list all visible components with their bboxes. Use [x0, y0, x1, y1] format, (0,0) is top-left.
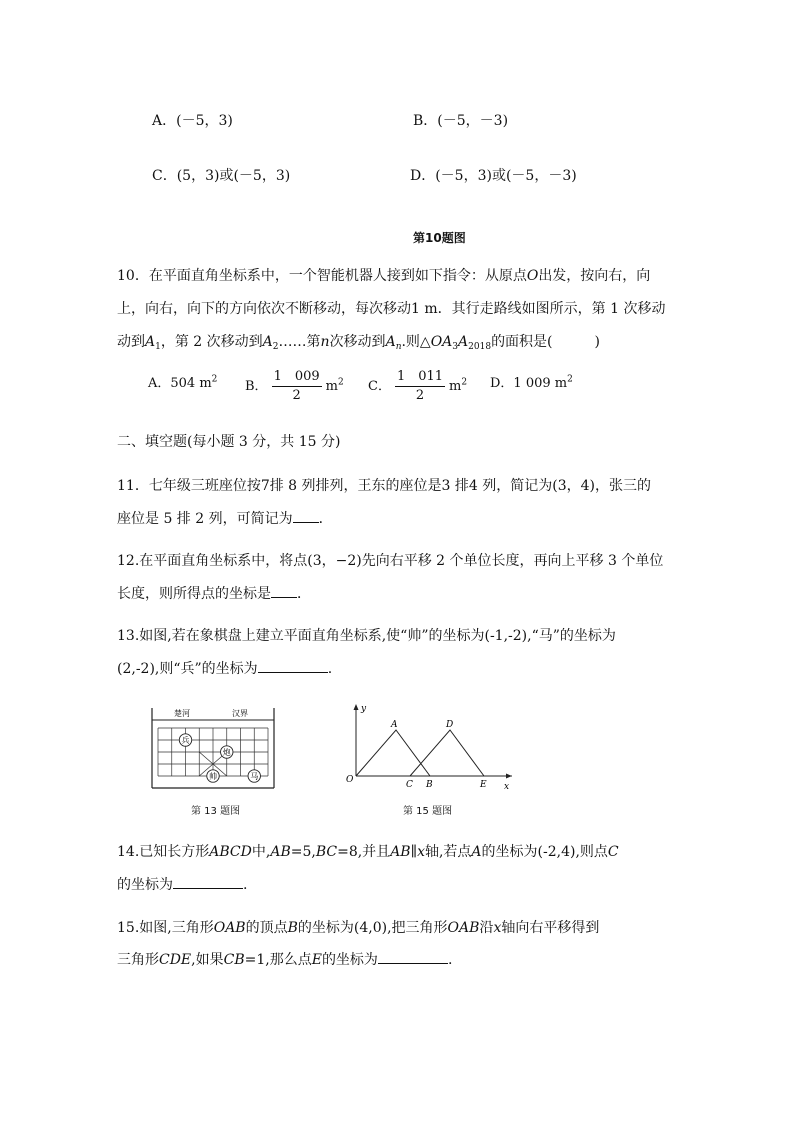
q13-line2: (2,-2),则“兵”的坐标为 .: [117, 658, 332, 678]
q10-option-d: D．1 009 $m^2$: [490, 374, 573, 391]
label-c: C: [406, 780, 413, 790]
q11-line1: 11．七年级三班座位按7排 8 列排列，王东的座位是3 排4 列，简记为(3，4)，张三的: [117, 478, 651, 494]
answer-blank[interactable]: [173, 874, 243, 889]
q10-option-c: C． $\frac{1 011}{2}$ $m^2$: [368, 369, 468, 403]
answer-blank[interactable]: [378, 949, 448, 964]
q10-option-b: B． $\frac{1 009}{2}$ $m^2$: [245, 369, 344, 403]
label-b: B: [426, 780, 433, 790]
fig13-caption: 第 13 题图: [191, 806, 241, 817]
piece-ma-label: 马: [250, 772, 259, 781]
q14-line2: 的坐标为 .: [117, 874, 247, 894]
q9-option-c: C．(5，3)或(－5，3): [152, 168, 291, 184]
q12-line1: 12.在平面直角坐标系中，将点(3，−2)先向右平移 2 个单位长度，再向上平移 3 个单位: [117, 553, 664, 569]
label-y: y: [361, 704, 367, 714]
river-label-right: 汉界: [232, 709, 248, 718]
q9-option-d: D．(－5，3)或(－5，－3): [410, 168, 577, 184]
y-axis-arrow: [354, 704, 359, 710]
fig15-caption: 第 15 题图: [403, 806, 453, 817]
q10-option-a: A．504 $m^2$: [148, 374, 218, 391]
piece-shuai: [207, 770, 219, 782]
triangle-translation-figure: [340, 700, 520, 795]
piece-bing-label: 兵: [181, 736, 190, 745]
piece-pao-label: 炮: [222, 748, 231, 757]
q9-option-a: A．(－5，3): [152, 113, 233, 129]
q14-line1: 14.已知长方形ABCD中,AB=5,BC=8,并且AB∥x轴,若点A的坐标为(-2,4),则点C: [117, 844, 619, 860]
label-o: O: [346, 775, 354, 785]
q9-option-b: B．(－5，－3): [413, 113, 509, 129]
q13-line1: 13.如图,若在象棋盘上建立平面直角坐标系,使“帅”的坐标为(-1,-2),“马”的坐标为: [117, 628, 616, 644]
q10-line1: 10．在平面直角坐标系中，一个智能机器人接到如下指令：从原点O出发，按向右，向: [117, 268, 651, 284]
q10-line2: 上，向右，向下的方向依次不断移动，每次移动1 m．其行走路线如图所示，第 1 次移动: [117, 301, 666, 317]
q15-line1: 15.如图,三角形OAB的顶点B的坐标为(4,0),把三角形OAB沿x轴向右平移得到: [117, 920, 600, 936]
label-a: A: [391, 720, 398, 730]
chessboard-figure: [148, 700, 283, 795]
label-e: E: [480, 780, 487, 790]
section-heading-fill-in: 二、填空题(每小题 3 分，共 15 分): [117, 434, 341, 450]
q12-line2: 长度，则所得点的坐标是 ．: [117, 583, 311, 603]
label-d: D: [446, 720, 454, 730]
piece-bing: [179, 734, 191, 746]
q11-line2: 座位是 5 排 2 列，可简记为 ．: [117, 508, 333, 528]
label-x: x: [504, 782, 510, 792]
river-label-left: 楚河: [174, 709, 190, 718]
answer-blank[interactable]: [258, 658, 328, 673]
answer-blank[interactable]: [271, 583, 297, 598]
answer-blank[interactable]: [293, 508, 319, 523]
q15-line2: 三角形CDE,如果CB=1,那么点E的坐标为 .: [117, 949, 452, 969]
q10-figure-caption: 第10题图: [413, 231, 466, 245]
board-grid: [158, 728, 268, 776]
piece-pao: [221, 746, 233, 758]
piece-ma: [248, 770, 260, 782]
piece-shuai-label: 帅: [209, 772, 217, 781]
triangle-cde: [410, 730, 484, 776]
x-axis-arrow: [506, 774, 512, 779]
triangle-oab: [356, 730, 430, 776]
q10-line3: 动到$A_1$，第 2 次移动到$A_2\dots\dots$第n次移动到$A_n$.则$\triangle OA_3A_{2018}$的面积是( ): [117, 334, 600, 352]
